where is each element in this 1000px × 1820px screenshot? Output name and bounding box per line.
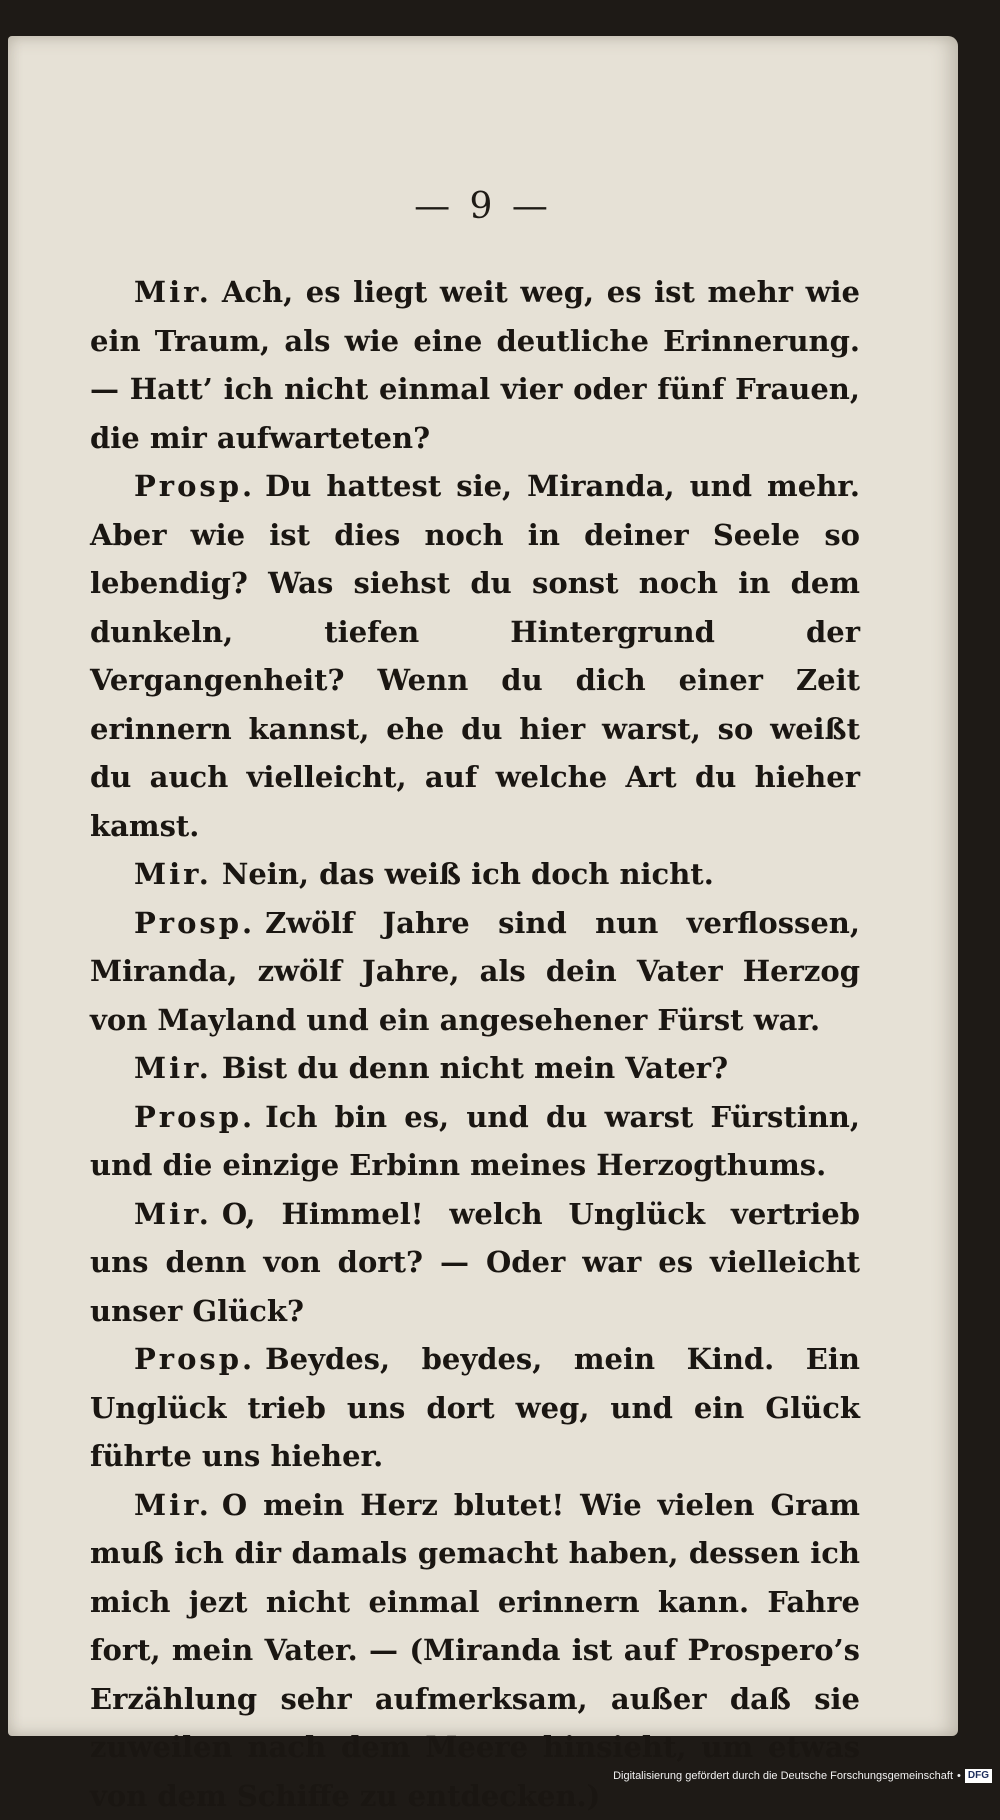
dialogue-paragraph [90,1190,860,1336]
dialogue-text [90,268,860,1820]
speaker-name: Mir. [134,275,212,309]
speech-text: O, Himmel! welch Unglück vertrieb uns denn von dort? — Oder war es vielleicht unser Glück? [90,1197,860,1328]
speech-text: Ach, es liegt weit weg, es ist mehr wie ein Traum, als wie eine deutliche Erinnerung. — Hatt’ ich nicht einmal vier oder fünf Frauen, die mir aufwarteten? [90,275,860,455]
dialogue-paragraph [90,850,860,899]
speaker-name: Prosp. [134,1342,255,1376]
speech-text: Ich bin es, und du warst Fürstinn, und die einzige Erbinn meines Herzogthums. [90,1100,860,1183]
speaker-name: Mir. [134,1488,212,1522]
speaker-name: Prosp. [134,1100,255,1134]
speech-text: Du hattest sie, Miranda, und mehr. Aber wie ist dies noch in deiner Seele so lebendig? Was siehst du sonst noch in dem dunkeln, tiefen Hintergrund der Vergangenheit? Wenn du dich einer Zeit erinnern kannst, ehe du hier warst, so weißt du auch vielleicht, auf welche Art du hieher kamst. [90,469,860,843]
speaker-name: Mir. [134,1197,212,1231]
speech-text: Bist du denn nicht mein Vater? [222,1051,728,1085]
speech-text: O mein Herz blutet! Wie vielen Gram muß ich dir damals gemacht haben, dessen ich mich jezt nicht einmal erinnern kann. Fahre fort, mein Vater. — (Miranda ist auf Prospero’s Erzählung sehr aufmerksam, außer daß sie zuweilen nach dem Meere hinsieht, um etwas von dem Schiffe zu entdecken.) [90,1488,860,1813]
speech-text: Zwölf Jahre sind nun verflossen, Miranda, zwölf Jahre, als dein Vater Herzog von Mayland und ein angesehener Fürst war. [90,906,860,1037]
credit-text: Digitalisierung gefördert durch die Deutsche Forschungsgemeinschaft [613,1770,953,1782]
dialogue-paragraph [90,1093,860,1190]
speaker-name: Mir. [134,857,212,891]
dialogue-paragraph [90,899,860,1045]
footer-separator: • [957,1770,961,1782]
speaker-name: Prosp. [134,906,255,940]
book-page [8,36,958,1736]
dialogue-paragraph [90,462,860,850]
speaker-name: Prosp. [134,469,255,503]
speech-text: Beydes, beydes, mein Kind. Ein Unglück trieb uns dort weg, und ein Glück führte uns hieher. [90,1342,860,1473]
dialogue-paragraph [90,268,860,462]
dialogue-paragraph [90,1335,860,1481]
dfg-logo: DFG [965,1769,992,1783]
dialogue-paragraph [90,1044,860,1093]
digitization-credit [613,1766,992,1786]
speaker-name: Mir. [134,1051,212,1085]
page-number: — 9 — [8,186,958,227]
speech-text: Nein, das weiß ich doch nicht. [222,857,714,891]
